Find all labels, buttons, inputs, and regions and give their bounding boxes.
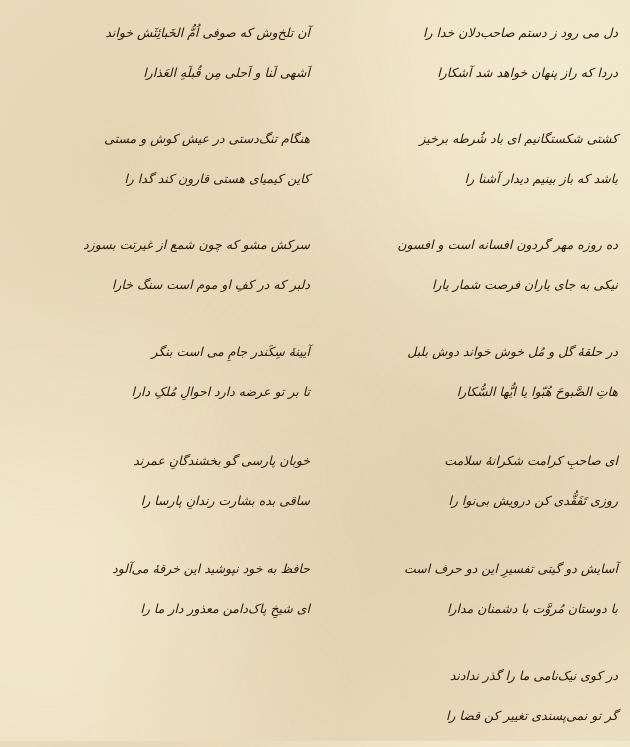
verse-line: تا بر تو عرضه دارد احوالِ مُلکِ دارا (131, 384, 310, 399)
couplet-left-2 (10, 130, 310, 210)
verse-line: دل می رود ز دستم صاحب‌دلان خدا را (423, 25, 618, 40)
verse-line: خوبان پارسی گو بخشندگانِ عمرند (133, 453, 310, 468)
couplet-right-1 (318, 24, 618, 104)
couplet-left-1 (10, 24, 310, 104)
verse-line: روزی تَفَقُّدی کن درویش بی‌نوا را (448, 493, 618, 508)
couplet-right-3 (318, 236, 618, 316)
couplet-right-4 (318, 343, 618, 423)
verse-line: در حلقهٔ گل و مُل خوش خواند دوش بلبل (407, 344, 618, 359)
verse-line: باشد که باز بینیم دیدار آشنا را (464, 171, 618, 186)
couplet-left-3 (10, 236, 310, 316)
couplet-right-5 (318, 452, 618, 532)
verse-line: در کوی نیک‌نامی ما را گذر ندادند (449, 668, 618, 683)
couplet-right-7 (318, 667, 618, 747)
verse-line: ای شیخِ پاک‌دامن معذور دار ما را (140, 601, 310, 616)
couplet-right-6 (318, 560, 618, 640)
verse-line: ای صاحبِ کرامت شکرانهٔ سلامت (444, 453, 618, 468)
verse-line: ساقی بده بشارت رندانِ پارسا را (140, 493, 310, 508)
verse-line: با دوستان مُروَّت با دشمنان مدارا (447, 601, 618, 616)
verse-line: آن تلخ‌وش که صوفی اُمُّ الخَبائِثَش خواند (105, 25, 310, 40)
verse-line: هنگام تنگ‌دستی در عیش کوش و مستی (104, 131, 310, 146)
verse-line: دردا که راز پنهان خواهد شد آشکارا (437, 65, 618, 80)
verse-line: کشتی شکستگانیم ای باد شُرطه برخیز (419, 131, 618, 146)
couplet-right-2 (318, 130, 618, 210)
verse-line: نیکی به جای یاران فرصت شمار یارا (432, 277, 618, 292)
couplet-left-4 (10, 343, 310, 423)
verse-line: هاتِ الصَّبوحَ هُبّوا یا ایُّها السُّکارا (456, 384, 618, 399)
verse-line: گر تو نمی‌پسندی تغییر کن قضا را (445, 708, 618, 723)
verse-line: ده روزه مهر گردون افسانه است و افسون (397, 237, 618, 252)
verse-line: آسایش دو گیتی تفسیرِ این دو حرف است (404, 561, 618, 576)
verse-line: آیینهٔ سِکَندر جامِ می است بنگر (151, 344, 310, 359)
verse-line: دلبر که در کفِ او موم است سنگ خارا (111, 277, 310, 292)
couplet-left-6 (10, 560, 310, 640)
verse-line: سرکش مشو که چون شمع از غیرتت بسوزد (83, 237, 310, 252)
verse-line: اَشهی لَنا و اَحلی مِن قُبلَهِ العَذارا (143, 65, 310, 80)
verse-line: حافظ به خود نپوشید این خرقهٔ می‌آلود (112, 561, 310, 576)
verse-line: کاین کیمیای هستی قارون کند گدا را (124, 171, 310, 186)
couplet-left-5 (10, 452, 310, 532)
